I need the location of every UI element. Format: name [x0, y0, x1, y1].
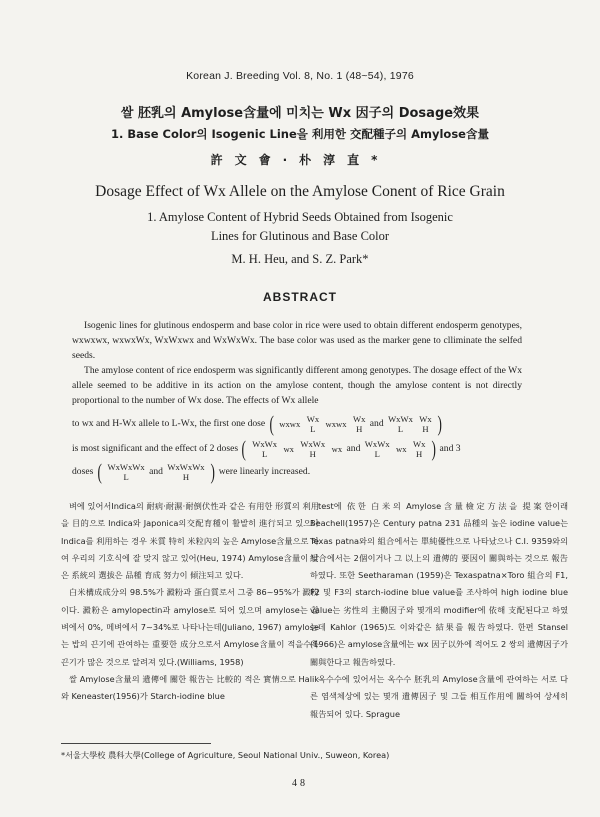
formula-text: to wx and H-Wx allele to L-Wx, the first one dose	[72, 418, 266, 430]
genotype-fraction: wx	[283, 444, 294, 454]
genotype-fraction: Wx H	[419, 414, 432, 434]
footnote-divider	[61, 743, 211, 744]
formula-text: doses	[72, 466, 94, 478]
genotype-fraction: WxWx L	[252, 439, 278, 459]
genotype-fraction: WxWxWx H	[167, 462, 205, 482]
korean-authors: 許文會·朴淳直*	[210, 153, 390, 167]
english-subtitle	[0, 208, 600, 246]
english-subtitle-line-1: 1. Amylose Content of Hybrid Seeds Obtained from Isogenic	[147, 210, 453, 224]
genotype-fraction: wxwx	[325, 419, 347, 429]
formula-conjunction: and	[149, 466, 163, 478]
abstract-paragraph-1: Isogenic lines for glutinous endosperm and base color in rice were used to obtain different endosperm genotypes, wxwxwx, wxwxWx, WxWxwx and WxWxWx. The base color was used as the marker gene to clliminate the selfed seeds.	[72, 320, 522, 362]
english-authors: M. H. Heu, and S. Z. Park*	[231, 252, 369, 266]
abstract-heading: ABSTRACT	[263, 290, 337, 304]
genotype-fraction: Wx H	[412, 439, 426, 459]
formula-conjunction: and	[369, 418, 384, 430]
korean-subtitle: 1. Base Color의 Isogenic Line을 利用한 交配種子의 Amylose含量	[111, 127, 489, 141]
genotype-fraction: wxwx	[279, 419, 301, 429]
body-paragraph: 벼에 있어서Indica의 耐病·耐濕·耐倒伏性과 같은 有用한 形質의 利用을 目的으로 Indica와 Japonica의交配育種이 활발히 進行되고 있으나 Indica를 利用하는 경우 米質 特히 米粒內의 높은 Amylose含量으로 하여 우리의 기호식에 잘 맞지 않고 있어(Heu, 1974) Amylose含量이 낮은 系統의 選拔은 品種 育成 努力이 傾注되고 있다.	[61, 501, 319, 581]
genotype-fraction: wx	[331, 444, 343, 454]
abstract-formula-line-1	[72, 413, 522, 435]
genotype-fraction: wx	[396, 444, 407, 454]
right-paren: )	[437, 411, 442, 436]
genotype-fraction: Wx L	[306, 414, 320, 434]
genotype-fraction: WxWx H	[300, 439, 326, 459]
body-paragraph: 옥수수에 있어서는 옥수수 胚乳의 Amylose含量에 관여하는 서로 다른 염색체상에 있는 몇개 遺傳因子 및 그들 相互作用에 關하여 상세히 報告되어 있다. Sprague	[310, 673, 568, 719]
abstract-paragraph-2: The amylose content of rice endosperm was significantly different among genotypes. The dosage effect of the Wx allele seemed to be additive in its action on the amylose content, though the amylose content is not directly proportional to the number of Wx dose. The effects of Wx allele	[72, 365, 522, 407]
abstract-formula-line-3	[72, 461, 522, 483]
left-paren: (	[241, 436, 247, 461]
journal-citation: Korean J. Breeding Vol. 8, No. 1 (48~54), 1976	[186, 70, 414, 82]
page-number: 48	[292, 778, 308, 789]
genotype-fraction: WxWx L	[364, 439, 390, 459]
formula-text: and 3	[439, 443, 461, 455]
left-paren: (	[97, 459, 102, 484]
english-title: Dosage Effect of Wx Allele on the Amylose Conent of Rice Grain	[95, 183, 505, 200]
body-paragraph: 白米構成成分의 98.5%가 澱粉과 蛋白質로서 그중 86~95%가 澱粉이다. 澱粉은 amylopectin과 amylose로 되어 있으며 amylose는 찰벼에서 0%, 메벼에서 7~34%로 나타나는데(Juliano, 1967) amylose는 밥의 끈기에 관여하는 重要한 成分으로서 Amylose含量이 적을수록 끈기가 많은 것으로 알려져 있다.(Williams, 1958)	[61, 587, 319, 667]
formula-text: is most significant and the effect of 2 doses	[72, 443, 239, 455]
formula-conjunction: and	[346, 443, 361, 455]
english-subtitle-line-2: Lines for Glutinous and Base Color	[210, 229, 390, 243]
genotype-fraction: Wx H	[352, 414, 366, 434]
right-paren: )	[210, 459, 215, 484]
korean-title: 쌀 胚乳의 Amylose含量에 미치는 Wx 因子의 Dosage效果	[120, 106, 480, 121]
body-column-right	[310, 498, 568, 723]
body-column-left	[61, 498, 319, 706]
body-paragraph: 쌀 Amylose含量의 遺傳에 關한 報告는 比較的 적은 實情으로 Halik와 Keneaster(1956)가 Starch-iodine blue	[61, 673, 319, 702]
left-paren: (	[269, 411, 274, 436]
footnote: *서울大學校 農科大學(College of Agriculture, Seoul National Univ., Suweon, Korea)	[61, 750, 390, 760]
right-paren: )	[431, 436, 436, 461]
formula-text: were linearly increased.	[218, 466, 311, 478]
genotype-fraction: WxWx L	[388, 414, 413, 434]
abstract-formula-line-2	[72, 438, 522, 460]
genotype-fraction: WxWxWx L	[107, 462, 145, 482]
body-paragraph: test에 依한 白米의 Amylose含量檢定方法을 提案한이래 Beachell(1957)은 Century patna 231 品種의 높은 iodine value는 Texas patna와의 組合에서는 單純優性으로 나타났으나 C.I. 9359와의 組合에서는 2個이거나 그 以上의 遺傳的 要因이 關與하는 것으로 報告하였다. 또한 Seetharaman (1959)은 Texaspatna×Toro 組合의 F1, F2 및 F3의 starch-iodine blue value를 조사하여 high iodine blue value는 劣性의 主働因子와 몇개의 modifier에 依해 支配된다고 하였는데 Kahlor (1965)도 이와같은 結果를 報告하였다. 한편 Stansel (1966)은 amylose含量에는 wx 因子以外에 적어도 2 쌍의 遺傳因子가 關與한다고 報告하였다.	[310, 501, 568, 667]
